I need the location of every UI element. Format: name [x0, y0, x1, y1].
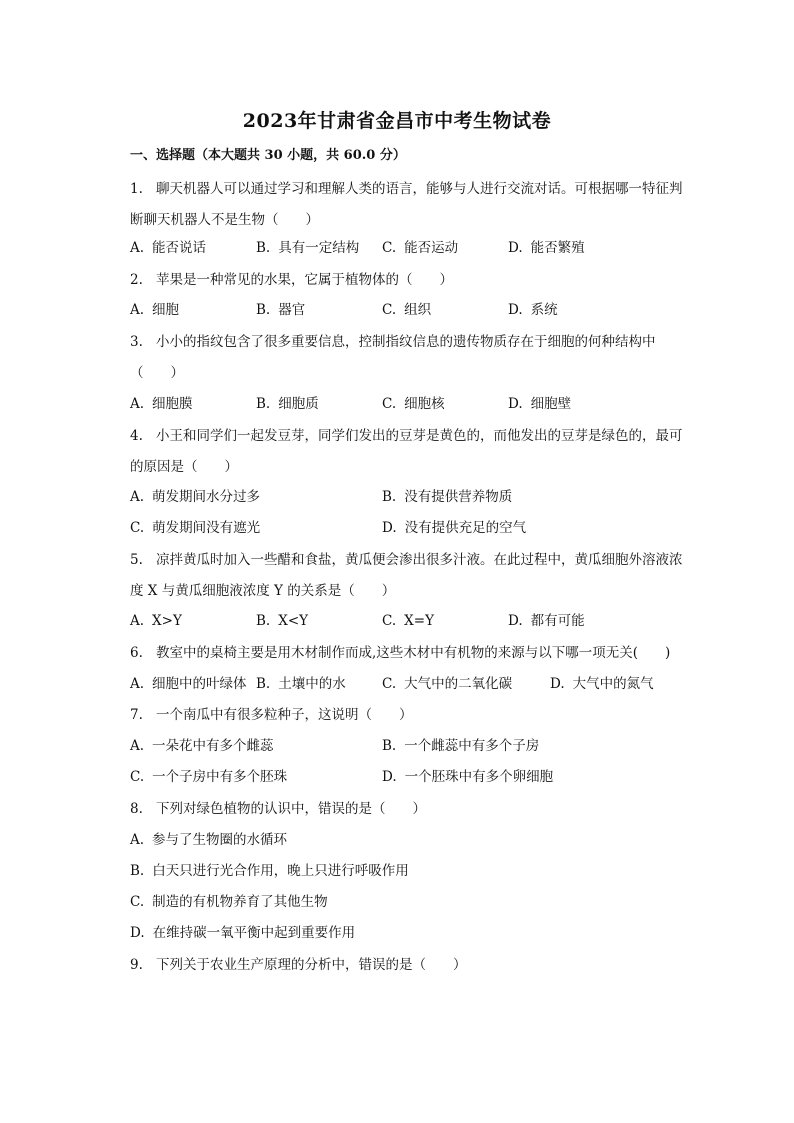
- option-a: A. X>Y: [130, 613, 182, 629]
- option-c: C. X=Y: [382, 613, 434, 629]
- option-d: D. 一个胚珠中有多个卵细胞: [382, 769, 554, 785]
- question-6: 6. 教室中的桌椅主要是用木材制作而成,这些木材中有机物的来源与以下哪一项无关( ): [130, 645, 671, 661]
- option-c: C. 大气中的二氧化碳: [382, 676, 513, 692]
- option-c: C. 细胞核: [382, 396, 445, 412]
- question-1: [130, 174, 690, 236]
- option-d: D. 能否繁殖: [508, 240, 585, 256]
- option-b: B. X<Y: [256, 613, 309, 629]
- option-c: C. 萌发期间没有遮光: [130, 520, 261, 536]
- question-8: 8. 下列对绿色植物的认识中，错误的是（ ）: [130, 801, 426, 817]
- section-heading: 一、选择题（本大题共 30 小题，共 60.0 分）: [130, 148, 406, 163]
- option-c: C. 一个子房中有多个胚珠: [130, 769, 288, 785]
- option-d: D. 都有可能: [508, 613, 585, 629]
- option-a: A. 细胞中的叶绿体: [130, 676, 247, 692]
- option-d: D. 系统: [508, 302, 558, 318]
- question-9: 9. 下列关于农业生产原理的分析中，错误的是（ ）: [130, 957, 467, 973]
- option-c: C. 能否运动: [382, 240, 459, 256]
- option-b: B. 土壤中的水: [256, 676, 346, 692]
- exam-title: 2023年甘肃省金昌市中考生物试卷: [242, 110, 552, 132]
- option-a: A. 一朵花中有多个雌蕊: [130, 738, 274, 754]
- option-a: A. 能否说话: [130, 240, 207, 256]
- option-b: B. 一个雌蕊中有多个子房: [382, 738, 540, 754]
- question-4: 4. 小王和同学们一起发豆芽，同学们发出的豆芽是黄色的，而他发出的豆芽是绿色的，最可的原因是（ ）: [130, 428, 683, 475]
- option-a: A. 细胞膜: [130, 396, 193, 412]
- option-d: D. 细胞壁: [508, 396, 572, 412]
- option-a: A. 细胞: [130, 302, 180, 318]
- question-7: 7. 一个南瓜中有很多粒种子，这说明（ ）: [130, 707, 413, 723]
- option-a: A. 萌发期间水分过多: [130, 489, 261, 505]
- option-c: C. 制造的有机物养育了其他生物: [130, 894, 328, 910]
- option-b: B. 具有一定结构: [256, 240, 360, 256]
- option-a: A. 参与了生物圈的水循环: [130, 832, 288, 848]
- question-text: 聊天机器人可以通过学习和理解人类的语言，能够与人进行交流对话。可根据哪一特征判断聊天机器人不是生物（ ）: [130, 181, 683, 228]
- question-2: 2. 苹果是一种常见的水果，它属于植物体的（ ）: [130, 272, 453, 288]
- option-c: C. 组织: [382, 302, 432, 318]
- question-5: 5. 凉拌黄瓜时加入一些醋和食盐，黄瓜便会渗出很多汁液。在此过程中，黄瓜细胞外溶液浓度 X 与黄瓜细胞液浓度 Y 的关系是（ ）: [130, 552, 683, 599]
- question-number: 1.: [130, 181, 143, 197]
- option-d: D. 没有提供充足的空气: [382, 520, 527, 536]
- question-3: 3. 小小的指纹包含了很多重要信息，控制指纹信息的遗传物质存在于细胞的何种结构中（ ）: [130, 334, 656, 381]
- option-d: D. 在维持碳一氧平衡中起到重要作用: [130, 925, 356, 941]
- option-d: D. 大气中的氮气: [550, 676, 654, 692]
- option-b: B. 器官: [256, 302, 306, 318]
- option-b: B. 白天只进行光合作用，晚上只进行呼吸作用: [130, 863, 409, 879]
- option-b: B. 细胞质: [256, 396, 319, 412]
- option-b: B. 没有提供营养物质: [382, 489, 513, 505]
